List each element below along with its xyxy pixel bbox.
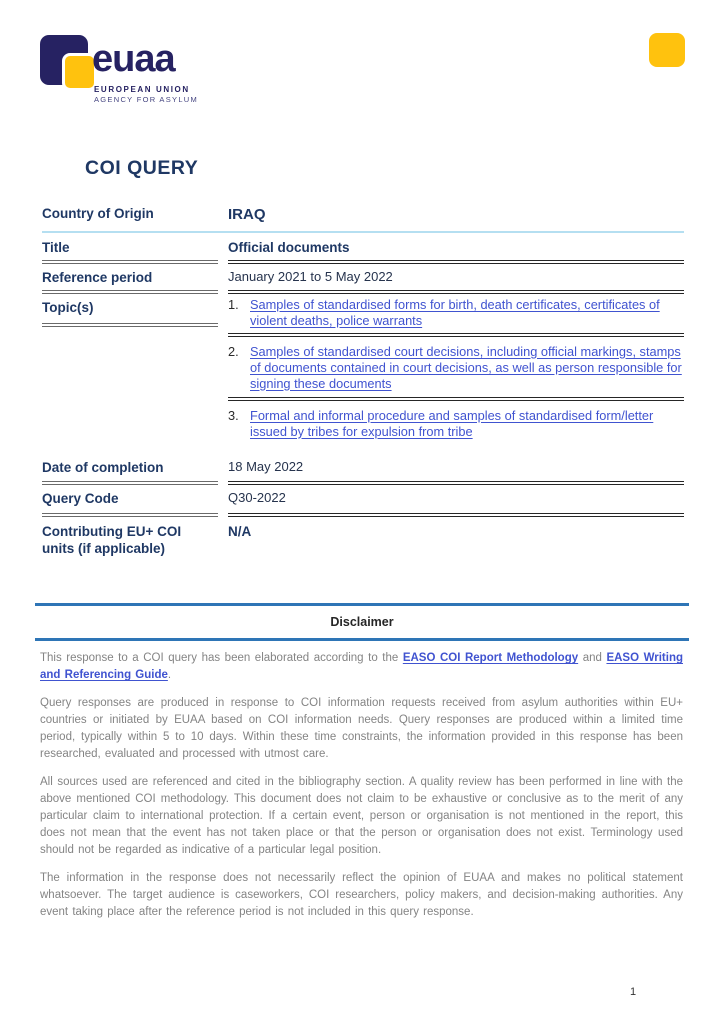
page-title: COI QUERY	[85, 157, 199, 179]
page-number: 1	[630, 986, 637, 998]
query-table	[42, 203, 684, 558]
field-value-query-code: Q30-2022	[228, 490, 286, 506]
logo-yellow-square-icon	[65, 56, 94, 88]
topic-number: 3.	[228, 407, 239, 423]
topic-link-2[interactable]: Samples of standardised court decisions, including official markings, stamps of documents contained in court decisions, as well as person responsible for signing these documents	[250, 343, 682, 391]
field-label-date: Date of completion	[42, 460, 164, 476]
disclaimer-paragraph-3: All sources used are referenced and cited in the bibliography section. A quality review has been performed in line with the above mentioned COI methodology. This document does not claim to be exhaustive or conclusive as to the merit of any particular claim to international protection. If a certain event, person or organisation is not mentioned in the report, this does not mean that the event has not taken place or that the person or organisation does not exist. Terminology used should not be regarded as indicative of a particular legal position.	[40, 776, 683, 857]
topic-item-3	[228, 401, 684, 440]
disclaimer-paragraph-2: Query responses are produced in response to COI information requests received from asylum authorities within EU+ countries or initiated by EUAA based on COI information needs. Query responses are produced within a limited time period, typically within 5 to 10 days. Within these time constraints, the information provided in this response has been researched, evaluated and processed with utmost care.	[40, 697, 683, 761]
disclaimer-paragraph-1	[35, 650, 689, 684]
topic-item-1	[228, 294, 684, 333]
disclaimer-bottom-rule	[35, 638, 689, 641]
field-value-contributing-units: N/A	[228, 523, 252, 539]
topic-link-3[interactable]: Formal and informal procedure and samples of standardised form/letter issued by tribes for expulsion from tribe	[250, 407, 654, 439]
disclaimer-p1-text: and	[578, 652, 607, 664]
field-label-query-code: Query Code	[42, 491, 119, 507]
field-value-date: 18 May 2022	[228, 459, 304, 475]
disclaimer-paragraph-4: The information in the response does not necessarily reflect the opinion of EUAA and makes no political statement whatsoever. The target audience is caseworkers, COI researchers, policy makers, and decision-making authorities. Any event taking place after the reference period is not included in this query response.	[40, 872, 683, 919]
topic-link-1[interactable]: Samples of standardised forms for birth, death certificates, certificates of violent deaths, police warrants	[250, 296, 660, 328]
logo-tagline-agency: AGENCY FOR ASYLUM	[94, 95, 199, 104]
field-label-reference-period: Reference period	[42, 270, 153, 286]
row-reference-period	[42, 264, 684, 290]
topic-number: 1.	[228, 296, 239, 312]
methodology-link[interactable]: EASO COI Report Methodology	[402, 652, 579, 664]
field-value-title: Official documents	[228, 239, 350, 255]
disclaimer-p1-text: .	[167, 669, 172, 682]
logo-tagline-union: EUROPEAN UNION	[94, 85, 190, 94]
referencing-guide-link[interactable]: EASO Writing and Referencing Guide	[40, 652, 683, 682]
row-country-of-origin	[42, 203, 684, 231]
field-label-topics: Topic(s)	[42, 294, 218, 327]
table-gap	[42, 439, 684, 459]
row-title	[42, 233, 684, 261]
field-value-reference-period: January 2021 to 5 May 2022	[228, 269, 393, 285]
logo-wordmark: euaa	[92, 38, 175, 80]
row-divider	[42, 481, 684, 485]
field-label-country: Country of Origin	[42, 206, 154, 221]
disclaimer-p1-text: This response to a COI query has been elaborated according to the	[40, 652, 403, 664]
euaa-logo	[40, 33, 240, 105]
field-value-country: IRAQ	[228, 206, 266, 223]
row-divider	[42, 513, 684, 517]
field-label-title: Title	[42, 239, 70, 255]
row-query-code	[42, 485, 684, 513]
disclaimer-heading: Disclaimer	[330, 615, 394, 629]
topics-list	[228, 294, 684, 440]
label-underline	[42, 323, 218, 327]
corner-yellow-square-icon	[649, 33, 685, 67]
topic-item-2	[228, 337, 684, 397]
row-contributing-units	[42, 517, 684, 558]
row-topics	[42, 294, 684, 440]
topic-number: 2.	[228, 343, 239, 359]
field-label-contributing-units: Contributing EU+ COI units (if applicable)	[42, 523, 182, 557]
disclaimer-section	[35, 603, 689, 921]
row-date-of-completion	[42, 459, 684, 481]
row-divider	[42, 260, 684, 264]
